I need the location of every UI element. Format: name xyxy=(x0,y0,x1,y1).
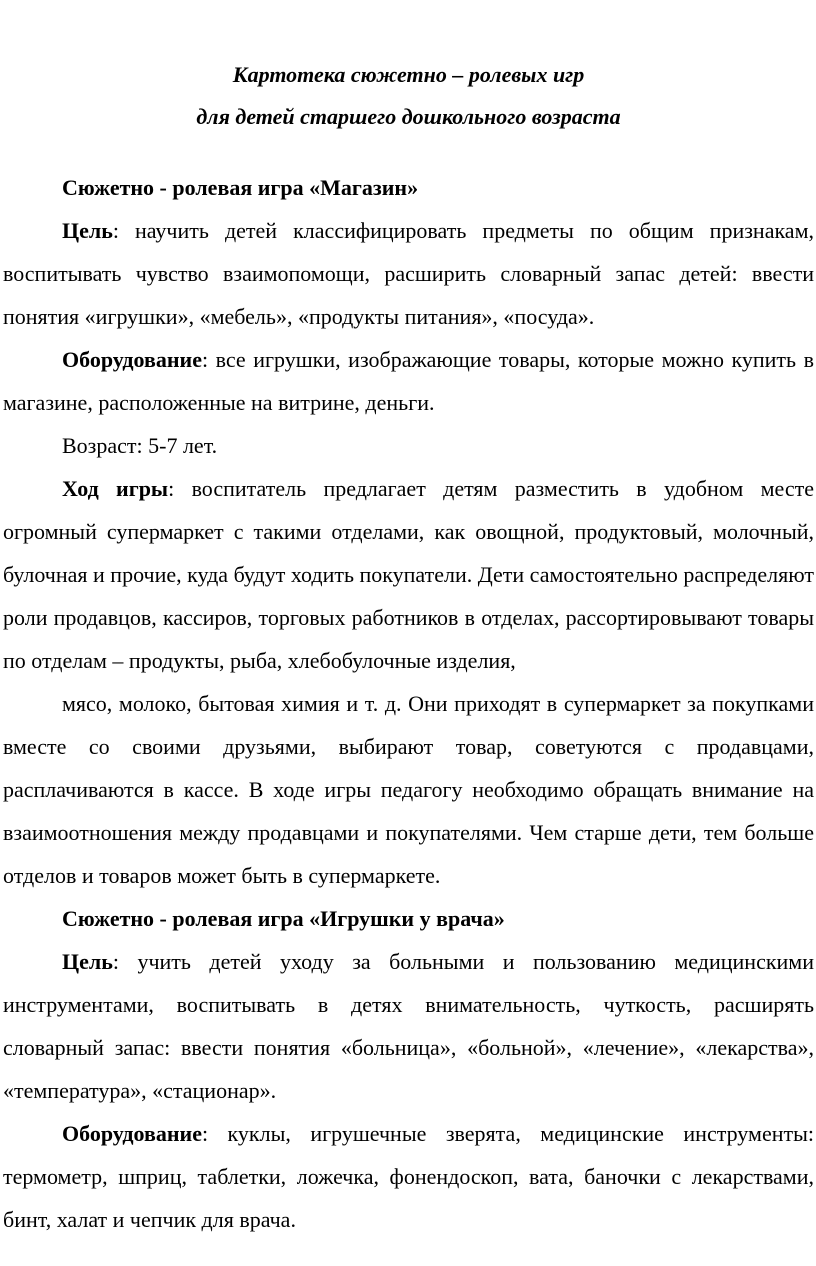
equipment-text: : все игрушки, изображающие товары, которые можно купить в магазине, расположенные на витрине, деньги. xyxy=(3,347,814,415)
game-heading-shop: Сюжетно - ролевая игра «Магазин» xyxy=(62,175,419,200)
equipment-label: Оборудование xyxy=(62,1121,202,1146)
document-title-line-1: Картотека сюжетно – ролевых игр xyxy=(232,62,585,87)
game-age-paragraph: Возраст: 5-7 лет. xyxy=(62,433,218,458)
game-course-continuation-paragraph: мясо, молоко, бытовая химия и т. д. Они приходят в супермаркет за покупками вместе со своими друзьями, выбирают товар, советуются с продавцами, расплачиваются в кассе. В ходе игры педагогу необходимо обращать внимание на взаимоотношения между продавцами и покупателями. Чем старше дети, тем больше отделов и товаров может быть в супермаркете. xyxy=(3,691,814,888)
goal-label: Цель xyxy=(62,218,113,243)
game-goal-paragraph xyxy=(3,209,814,338)
course-label: Ход игры xyxy=(62,476,169,501)
equipment-label: Оборудование xyxy=(62,347,202,372)
game-goal-paragraph xyxy=(3,940,814,1112)
game-equipment-paragraph xyxy=(3,338,814,424)
game-equipment-paragraph xyxy=(3,1112,814,1241)
goal-label: Цель xyxy=(62,949,113,974)
title-spacer xyxy=(3,138,814,166)
goal-text: : учить детей уходу за больными и пользованию медицинскими инструментами, воспитывать в детях внимательность, чуткость, расширять словарный запас: ввести понятия «больница», «больной», «лечение», «лекарства», «температура», «стационар». xyxy=(3,949,814,1103)
game-heading-doctor: Сюжетно - ролевая игра «Игрушки у врача» xyxy=(62,906,505,931)
goal-text: : научить детей классифицировать предметы по общим признакам, воспитывать чувство взаимопомощи, расширить словарный запас детей: ввести понятия «игрушки», «мебель», «продукты питания», «посуда». xyxy=(3,218,814,329)
game-course-paragraph xyxy=(3,467,814,682)
course-text: : воспитатель предлагает детям разместить в удобном месте огромный супермаркет с такими отделами, как овощной, продуктовый, молочный, булочная и прочие, куда будут ходить покупатели. Дети самостоятельно распределяют роли продавцов, кассиров, торговых работников в отделах, рассортировывают товары по отделам – продукты, рыба, хлебобулочные изделия, xyxy=(3,476,814,673)
document-title-line-2: для детей старшего дошкольного возраста xyxy=(196,104,621,129)
equipment-text: : куклы, игрушечные зверята, медицинские инструменты: термометр, шприц, таблетки, ложечка, фонендоскоп, вата, баночки с лекарствами, бинт, халат и чепчик для врача. xyxy=(3,1121,814,1232)
